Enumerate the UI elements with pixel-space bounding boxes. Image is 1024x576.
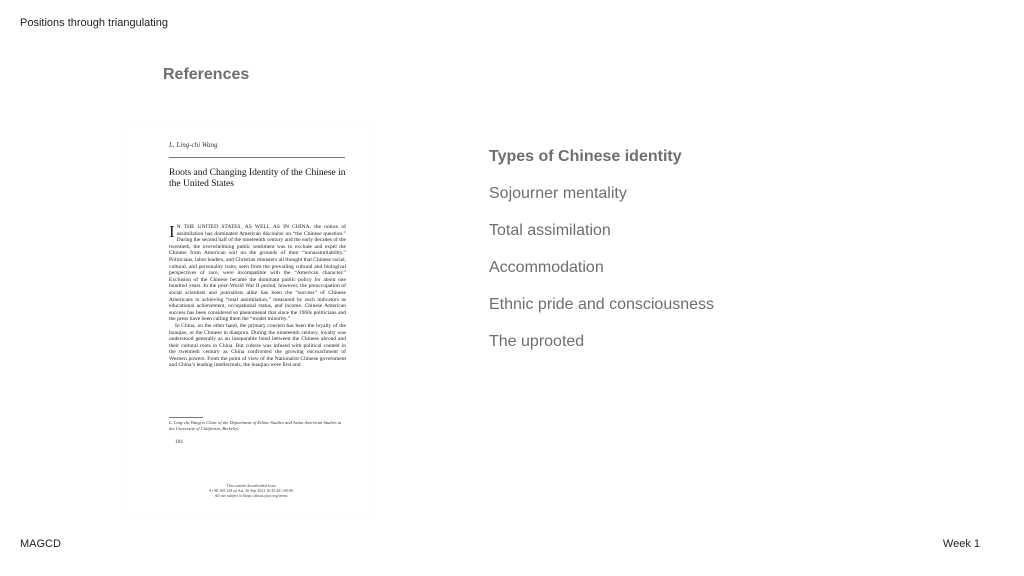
list-item: Total assimilation	[489, 222, 611, 239]
reference-document-page	[128, 128, 374, 516]
footer-course-label: MAGCD	[20, 538, 61, 550]
document-author: L. Ling-chi Wang	[169, 141, 218, 149]
list-item: Sojourner mentality	[489, 185, 627, 202]
paragraph-1-text: N THE UNITED STATES, AS WELL AS IN CHINA, the notion of assimilation has dominated American discourse on “the Chinese question.” During the second half of the nineteenth century and the early decades of the twentieth, the overwhelming public sentiment was to exclude and expel the Chinese from American soil on the grounds of their “nonassimilability.” Politicians, labor leaders, and Christian ministers all thought that Chinese racial, cultural, and personality traits, seen from the prevailing cultural and biological perspectives of race, were incompatible with the “American character.” Exclusion of the Chinese became the dominant public policy for about one hundred years. In the post–World War II period, however, the preoccupation of social scientists and journalists alike has been the “success” of Chinese Americans in achieving “total assimilation,” measured by such indicators as educational achievement, occupational status, and income. Chinese American success has been considered so phenomenal that since the 1960s politicians and the press have been calling them the “model minority.”	[169, 224, 346, 323]
section-title: References	[163, 66, 250, 83]
footnote-divider	[169, 417, 203, 418]
document-title: Roots and Changing Identity of the Chinese in the United States	[169, 168, 346, 189]
slide-top-label: Positions through triangulating	[20, 17, 168, 29]
list-item: Accommodation	[489, 259, 604, 276]
paragraph-1	[169, 224, 346, 323]
document-footnote: L. Ling-chi Wang is Chair of the Department of Ethnic Studies and Asian American Studies at the University of California, Berkeley.	[169, 420, 342, 431]
download-line-2: 81.98.169.128 on Sat, 30 Sep 2023 16:45:48 +00:00	[209, 488, 293, 493]
download-line-1: This content downloaded from	[226, 483, 276, 488]
list-item: The uprooted	[489, 333, 585, 350]
identity-types-list	[489, 147, 714, 369]
page-number: 181	[175, 439, 184, 445]
document-body	[169, 224, 346, 369]
list-heading: Types of Chinese identity	[489, 148, 682, 165]
list-item: Ethnic pride and consciousness	[489, 296, 715, 313]
drop-cap: I	[169, 222, 175, 241]
title-divider	[169, 157, 345, 158]
footer-week-label: Week 1	[942, 538, 980, 550]
paragraph-2: In China, on the other hand, the primary concern has been the loyalty of the huaqiao, or the Chinese in diaspora. During the nineteenth century, loyalty was understood generally as an inseparable bond between the Chinese abroad and their cultural roots in China. But culture was infused with political content in the twentieth century as China confronted the growing encroachment of Western powers. From the point of view of the Nationalist Chinese government and China’s leading intellectuals, the huaqiao were first and	[169, 322, 346, 369]
download-line-3: All use subject to https://about.jstor.org/terms	[214, 493, 288, 498]
download-notice	[128, 483, 374, 498]
